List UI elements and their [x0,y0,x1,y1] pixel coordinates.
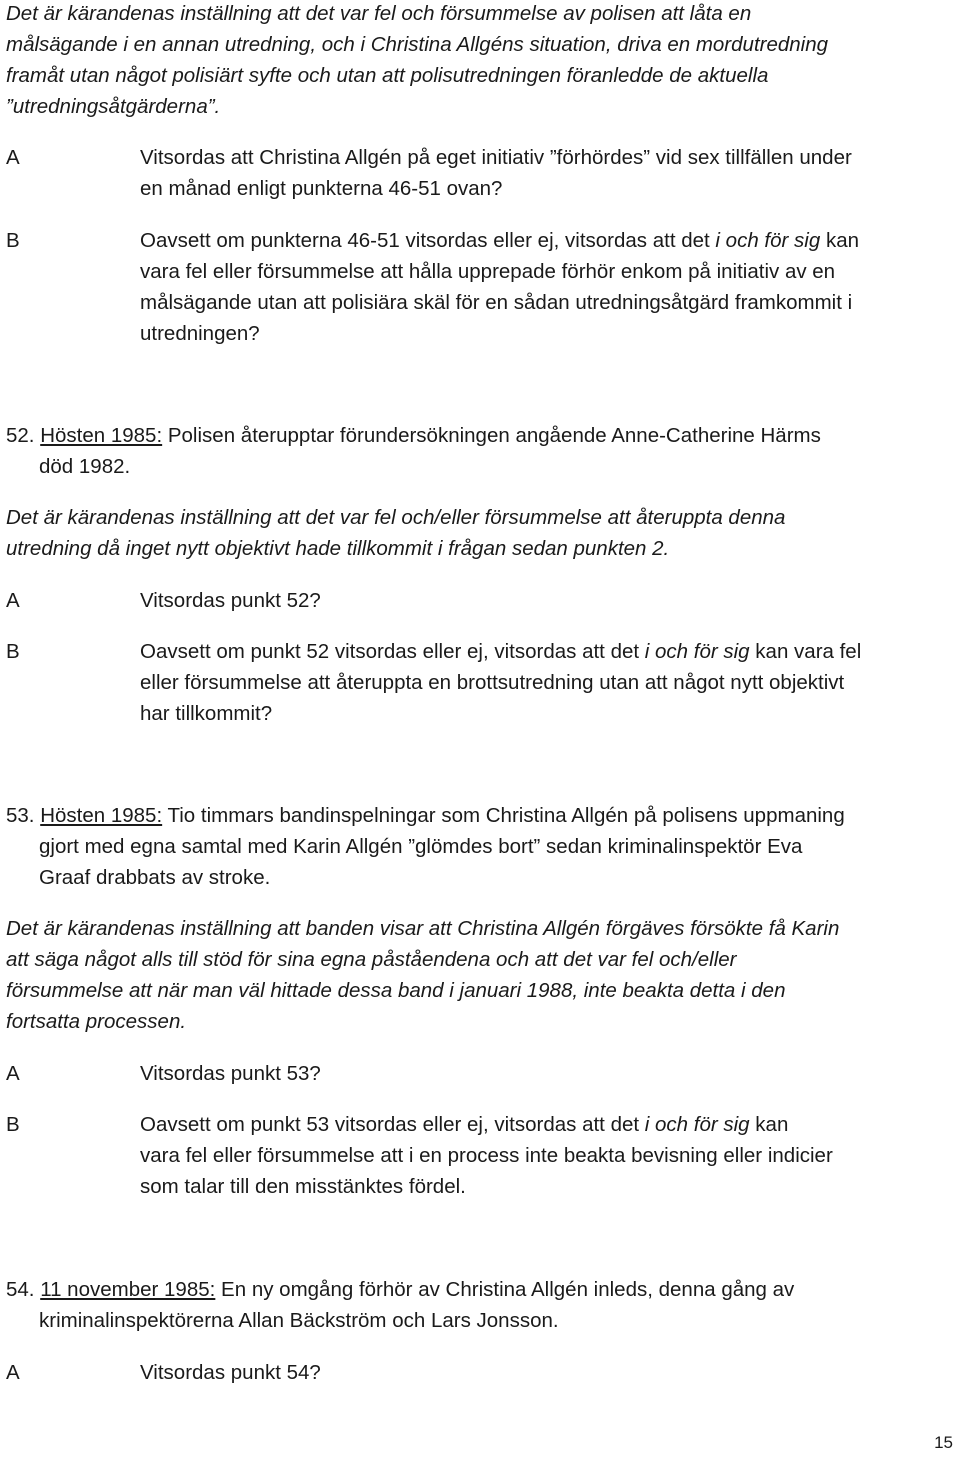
section-date: Hösten 1985: [40,424,163,447]
section-heading-52 [6,420,940,482]
text-line: framåt utan något polisiärt syfte och utan att polisutredningen föranledde de aktuella [6,64,769,87]
question-letter-a: A [6,1062,20,1085]
text-line: utredning då inget nytt objektivt hade tillkommit i frågan sedan punkten 2. [6,537,670,560]
section-title: En ny omgång förhör av Christina Allgén inleds, denna gång av [221,1278,795,1301]
section-date: Hösten 1985: [40,804,163,827]
text-line: vara fel eller försummelse att hålla upprepade förhör enkom på initiativ av en [140,260,836,283]
italic-span: i och för sig [715,229,821,252]
question-a-text: Vitsordas punkt 54? [140,1361,321,1384]
text-line: utredningen? [140,322,260,345]
question-b-text [140,1109,948,1202]
intro-position-paragraph [6,0,828,122]
text-line: fortsatta processen. [6,1010,187,1033]
text-line [140,636,948,667]
question-b-text [140,225,948,349]
text-line [140,225,948,256]
section-title-continuation: kriminalinspektörerna Allan Bäckström och Lars Jonsson. [39,1309,559,1332]
section-title: Polisen återupptar förundersökningen angående Anne-Catherine Härms [167,424,821,447]
text-line: ”utredningsåtgärderna”. [6,95,221,118]
text-span: Oavsett om punkt 52 vitsordas eller ej, vitsordas att det [140,640,645,663]
page-number: 15 [934,1433,953,1452]
question-a-text: Vitsordas punkt 52? [140,589,321,612]
position-paragraph-53 [6,913,839,1037]
position-paragraph-52 [6,502,785,564]
text-span: kan [820,229,859,252]
section-title-continuation: Graaf drabbats av stroke. [39,866,271,889]
section-date: 11 november 1985: [40,1278,216,1301]
text-line: målsägande i en annan utredning, och i Christina Allgéns situation, driva en mordutredning [6,33,829,56]
question-letter-a: A [6,146,20,169]
text-span: Oavsett om punkt 53 vitsordas eller ej, vitsordas att det [140,1113,645,1136]
text-line: försummelse att när man väl hittade dessa band i januari 1988, inte beakta detta i den [6,979,786,1002]
text-line: vara fel eller försummelse att i en process inte beakta bevisning eller indicier [140,1144,833,1167]
section-number: 53. [6,804,35,827]
section-title-continuation: gjort med egna samtal med Karin Allgén ”glömdes bort” sedan kriminalinspektör Eva [39,835,803,858]
question-b-text [140,636,948,729]
italic-span: i och för sig [644,1113,750,1136]
text-span: Oavsett om punkterna 46-51 vitsordas eller ej, vitsordas att det [140,229,716,252]
text-line: Vitsordas att Christina Allgén på eget initiativ ”förhördes” vid sex tillfällen under [140,146,852,169]
text-line: har tillkommit? [140,702,273,725]
section-title-continuation: död 1982. [39,455,131,478]
text-span: kan [749,1113,789,1136]
question-letter-a: A [6,1361,20,1384]
question-a-text [140,142,948,204]
text-line: Det är kärandenas inställning att det var fel och försummelse av polisen att låta en [6,2,752,25]
text-line [140,1109,948,1140]
section-title: Tio timmars bandinspelningar som Christina Allgén på polisens uppmaning [167,804,845,827]
question-a-text: Vitsordas punkt 53? [140,1062,321,1085]
question-letter-b: B [6,1113,20,1136]
text-line: Det är kärandenas inställning att det var fel och/eller försummelse att återuppta denna [6,506,786,529]
question-letter-a: A [6,589,20,612]
text-line: Det är kärandenas inställning att banden visar att Christina Allgén förgäves försökte få Karin [6,917,840,940]
text-line: målsägande utan att polisiära skäl för en sådan utredningsåtgärd framkommit i [140,291,853,314]
text-line: som talar till den misstänktes fördel. [140,1175,466,1198]
text-line: en månad enligt punkterna 46-51 ovan? [140,177,503,200]
question-letter-b: B [6,229,20,252]
question-letter-b: B [6,640,20,663]
text-span: kan vara fel [749,640,862,663]
section-number: 52. [6,424,35,447]
text-line: att säga något alls till stöd för sina egna påståendena och att det var fel och/eller [6,948,737,971]
italic-span: i och för sig [644,640,750,663]
section-heading-54 [6,1274,940,1336]
section-heading-53 [6,800,940,893]
text-line: eller försummelse att återuppta en brottsutredning utan att något nytt objektivt [140,671,845,694]
section-number: 54. [6,1278,35,1301]
